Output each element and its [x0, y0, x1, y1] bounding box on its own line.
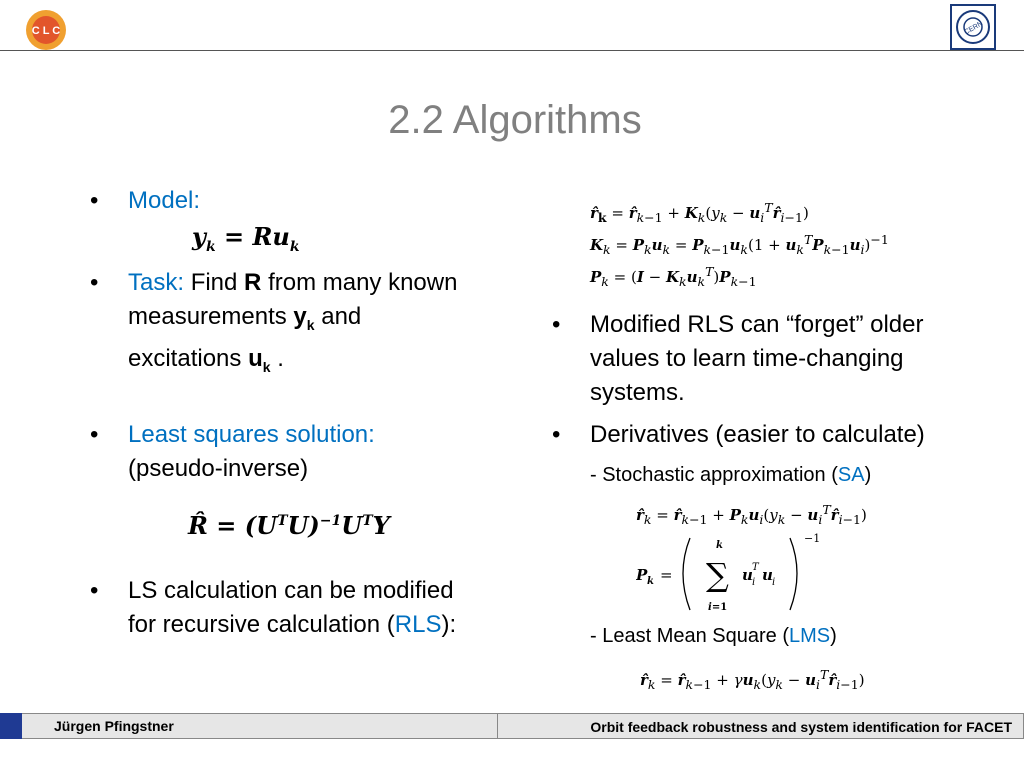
- task-text-6: .: [277, 344, 284, 372]
- sa-line: - Stochastic approximation (SA): [590, 464, 872, 486]
- task-y: $y_k$: [293, 303, 315, 333]
- svg-text:k: k: [647, 576, 654, 587]
- footer-accent: [0, 713, 22, 739]
- svg-text:u: u: [762, 566, 773, 584]
- rls-eq-1: $r̂_k$ = $r̂_{k-1} + K_k(y_k$ − $u_i^Tr̂_{i-1}$): [590, 200, 809, 225]
- svg-text:−1: −1: [804, 532, 821, 545]
- bullet-dot: •: [552, 311, 561, 338]
- clic-logo: [24, 8, 68, 52]
- task-text-3: measurements: [128, 303, 287, 330]
- lms-line: - Least Mean Square (LMS): [590, 625, 837, 647]
- bullet-dot: •: [90, 269, 99, 296]
- task-u: $u_k$: [248, 344, 271, 375]
- svg-text:i=1: i=1: [708, 602, 728, 613]
- svg-text:=: =: [660, 566, 673, 584]
- task-text-2: from many known: [268, 269, 458, 296]
- sa-eq-1: $r̂_k$ = $r̂_{k-1} + P_ku_i(y_k$ − $u_i^Tr̂_{i-1}$): [636, 502, 867, 527]
- forget-text: Modified RLS can “forget” older values to learn time-changing systems.: [590, 311, 924, 406]
- slide-title: 2.2 Algorithms: [388, 98, 642, 142]
- svg-text:i: i: [772, 577, 776, 588]
- task-text: [128, 266, 538, 384]
- rls-eq-3: $P_k = (I - K_ku_k^T)P_{k-1}$: [590, 264, 757, 289]
- header-rule: [0, 50, 1024, 51]
- task-text-1: Find: [190, 269, 238, 296]
- task-text-4: and: [321, 303, 362, 330]
- task-label: Task:: [128, 269, 185, 296]
- svg-text:P: P: [636, 566, 648, 584]
- bullet-dot: •: [90, 577, 99, 604]
- sa-eq-2: [636, 528, 856, 618]
- svg-text:k: k: [716, 540, 723, 551]
- footer-divider: [497, 713, 498, 739]
- model-label: Model:: [128, 187, 201, 214]
- svg-text:C L C: C L C: [31, 25, 61, 37]
- bullet-dot: •: [90, 187, 99, 214]
- footer-author: Jürgen Pfingstner: [54, 718, 174, 734]
- model-equation: $y_k = Ru_k$: [192, 222, 300, 255]
- task-text-5: excitations: [128, 344, 242, 372]
- svg-text:∑: ∑: [706, 556, 729, 594]
- task-R: R: [244, 269, 262, 296]
- ls-sub: (pseudo-inverse): [128, 455, 309, 482]
- svg-text:CERN: CERN: [963, 20, 985, 37]
- svg-text:T: T: [752, 562, 759, 573]
- bullet-dot: •: [90, 421, 99, 448]
- bullet-dot: •: [552, 421, 561, 448]
- svg-text:u: u: [742, 566, 753, 584]
- footer-title: Orbit feedback robustness and system identification for FACET: [590, 719, 1012, 735]
- rls-abbr: RLS: [394, 611, 442, 638]
- ls-equation: R̂ = $(U^TU)^{-1}U^TY$: [188, 511, 390, 540]
- lms-eq: $r̂_k$ = $r̂_{k-1} + \gamma u_k(y_k$ − $u_i^Tr̂_{i-1}$): [640, 667, 865, 692]
- lms-abbr: LMS: [789, 625, 831, 647]
- sa-abbr: SA: [837, 464, 865, 486]
- ls-label: Least squares solution:: [128, 421, 375, 448]
- rls-text: LS calculation can be modified for recursive calculation (RLS):: [128, 577, 457, 638]
- derivatives-text: Derivatives (easier to calculate): [590, 421, 925, 448]
- rls-eq-2: $K_k = P_ku_k = P_{k-1}u_k(1 + u_k^TP_{k-1}u_i)^{-1}$: [590, 232, 889, 257]
- svg-text:i: i: [752, 577, 756, 588]
- cern-logo: [950, 4, 996, 50]
